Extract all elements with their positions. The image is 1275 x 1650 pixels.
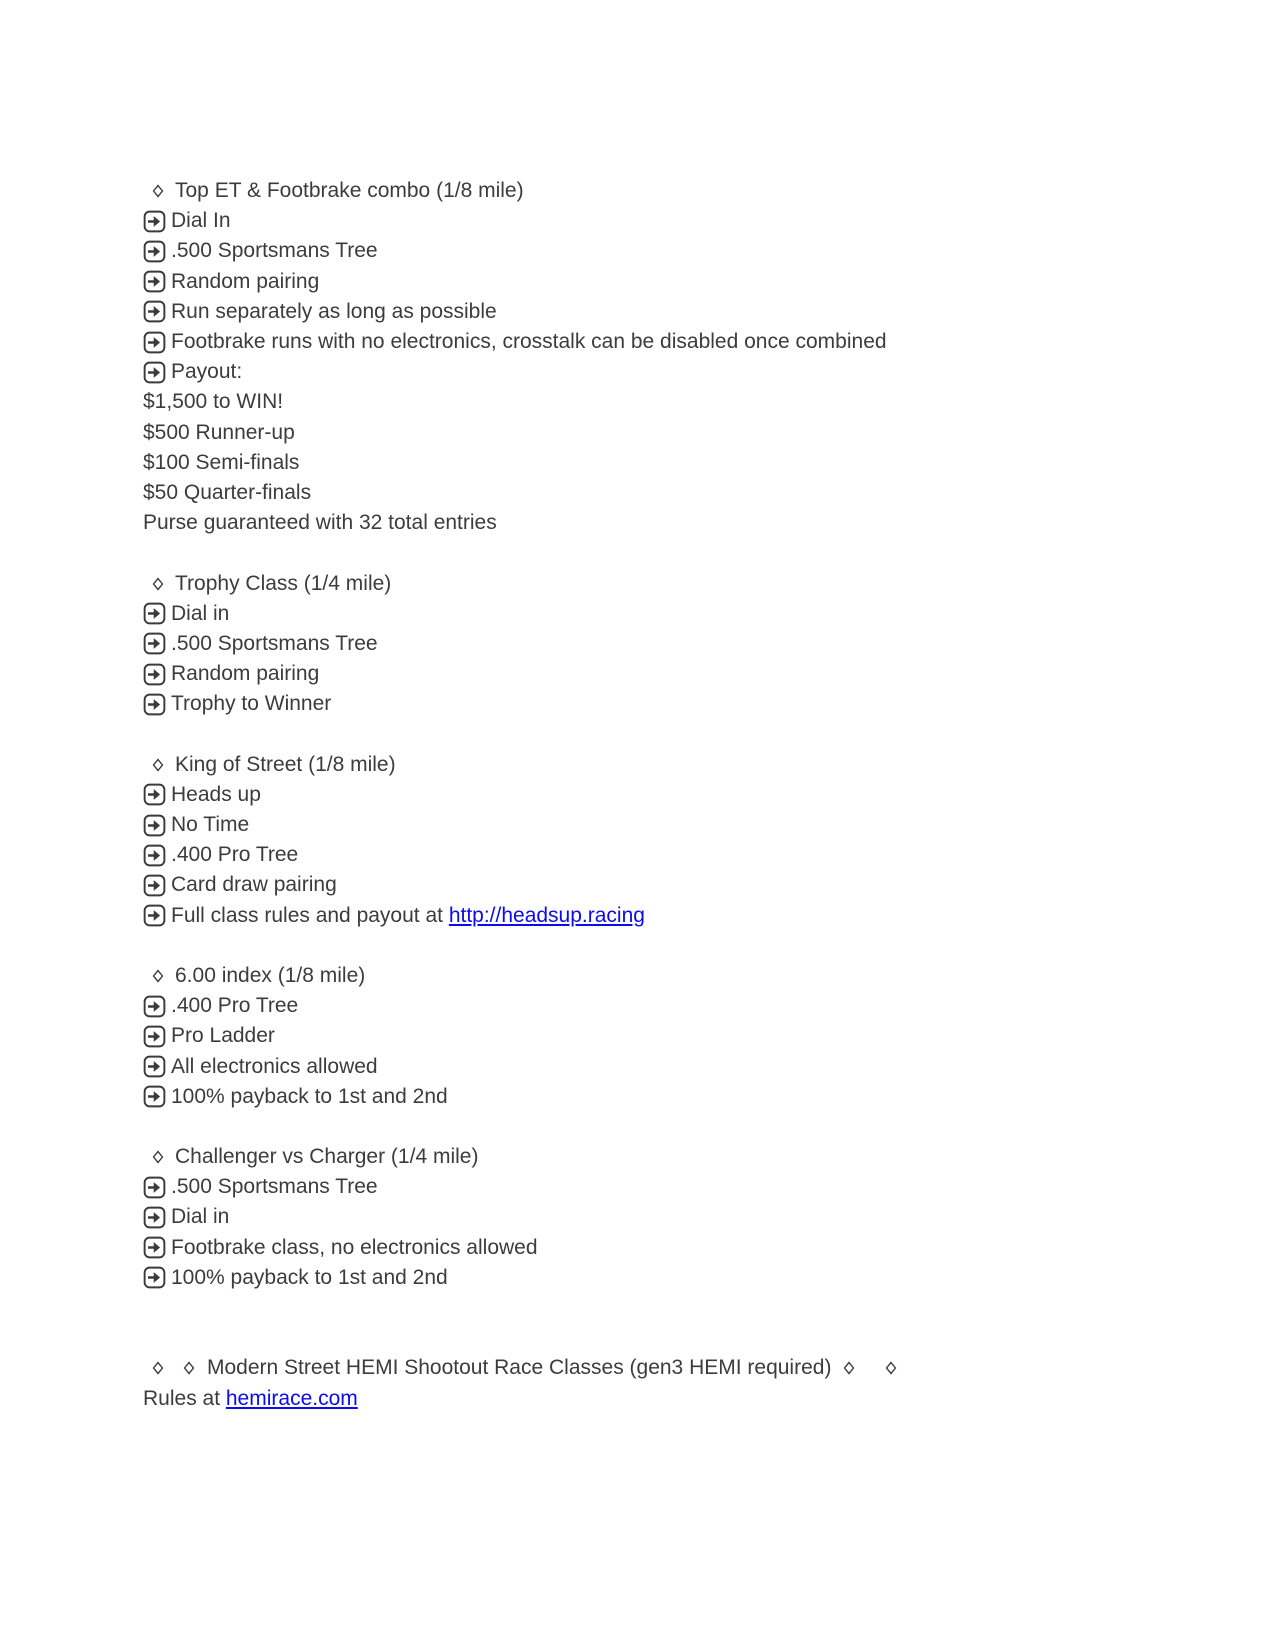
bullet-item bbox=[143, 840, 1215, 870]
bullet-text: Random pairing bbox=[171, 662, 320, 686]
arrow-bullet-icon bbox=[143, 331, 166, 354]
bullet-text: Dial In bbox=[171, 209, 231, 233]
bullet-text: Random pairing bbox=[171, 269, 320, 293]
bullet-item bbox=[143, 780, 1215, 810]
arrow-bullet-icon bbox=[143, 602, 166, 625]
bullet-item bbox=[143, 991, 1215, 1021]
arrow-bullet-icon bbox=[143, 904, 166, 927]
document-body bbox=[143, 176, 1215, 1414]
plain-text: $1,500 to WIN! bbox=[143, 390, 284, 414]
bullet-text: All electronics allowed bbox=[171, 1054, 378, 1078]
bullet-item bbox=[143, 629, 1215, 659]
arrow-bullet-icon bbox=[143, 783, 166, 806]
arrow-bullet-icon bbox=[143, 814, 166, 837]
section-title: 6.00 index (1/8 mile) bbox=[175, 963, 366, 987]
bullet-item bbox=[143, 357, 1215, 387]
diamond-bullet-icon bbox=[843, 1361, 855, 1375]
plain-text-line bbox=[143, 508, 1215, 538]
arrow-bullet-icon bbox=[143, 995, 166, 1018]
blank-line bbox=[143, 931, 1215, 961]
bullet-text: Card draw pairing bbox=[171, 873, 337, 897]
diamond-bullet-icon bbox=[152, 758, 164, 772]
blank-line bbox=[143, 1323, 1215, 1353]
bullet-text: 100% payback to 1st and 2nd bbox=[171, 1265, 448, 1289]
arrow-bullet-icon bbox=[143, 361, 166, 384]
blank-line bbox=[143, 538, 1215, 568]
rules-line bbox=[143, 1384, 1215, 1414]
plain-text-line bbox=[143, 448, 1215, 478]
arrow-bullet-icon bbox=[143, 1266, 166, 1289]
plain-text-line bbox=[143, 418, 1215, 448]
arrow-bullet-icon bbox=[143, 1176, 166, 1199]
blank-line bbox=[143, 719, 1215, 749]
diamond-bullet-icon bbox=[152, 184, 164, 198]
section-title: King of Street (1/8 mile) bbox=[175, 752, 396, 776]
plain-text-line bbox=[143, 478, 1215, 508]
bullet-item bbox=[143, 599, 1215, 629]
arrow-bullet-icon bbox=[143, 1206, 166, 1229]
bullet-item bbox=[143, 1021, 1215, 1051]
footer-heading bbox=[143, 1353, 1215, 1383]
bullet-item bbox=[143, 1233, 1215, 1263]
diamond-bullet-icon bbox=[152, 577, 164, 591]
bullet-text: .500 Sportsmans Tree bbox=[171, 239, 378, 263]
section-title: Trophy Class (1/4 mile) bbox=[175, 571, 392, 595]
section-heading bbox=[143, 961, 1215, 991]
bullet-item bbox=[143, 901, 1215, 931]
bullet-link[interactable]: http://headsup.racing bbox=[448, 903, 645, 927]
bullet-text: Footbrake class, no electronics allowed bbox=[171, 1235, 538, 1259]
bullet-item bbox=[143, 327, 1215, 357]
arrow-bullet-icon bbox=[143, 240, 166, 263]
bullet-text: Trophy to Winner bbox=[171, 692, 332, 716]
bullet-item bbox=[143, 1082, 1215, 1112]
bullet-item bbox=[143, 659, 1215, 689]
bullet-text: 100% payback to 1st and 2nd bbox=[171, 1084, 448, 1108]
arrow-bullet-icon bbox=[143, 1055, 166, 1078]
diamond-bullet-icon bbox=[885, 1361, 897, 1375]
bullet-text: .500 Sportsmans Tree bbox=[171, 1175, 378, 1199]
arrow-bullet-icon bbox=[143, 1236, 166, 1259]
bullet-text: No Time bbox=[171, 813, 250, 837]
section-title: Top ET & Footbrake combo (1/8 mile) bbox=[175, 179, 524, 203]
diamond-bullet-icon bbox=[183, 1361, 195, 1375]
arrow-bullet-icon bbox=[143, 210, 166, 233]
diamond-bullet-icon bbox=[152, 1361, 164, 1375]
bullet-text: Heads up bbox=[171, 782, 261, 806]
arrow-bullet-icon bbox=[143, 663, 166, 686]
section-heading bbox=[143, 568, 1215, 598]
plain-text: Purse guaranteed with 32 total entries bbox=[143, 511, 497, 535]
bullet-item bbox=[143, 810, 1215, 840]
arrow-bullet-icon bbox=[143, 844, 166, 867]
bullet-text: Dial in bbox=[171, 601, 230, 625]
bullet-text: .400 Pro Tree bbox=[171, 843, 299, 867]
plain-text-line bbox=[143, 387, 1215, 417]
section-heading bbox=[143, 1142, 1215, 1172]
plain-text: $500 Runner-up bbox=[143, 420, 295, 444]
bullet-item bbox=[143, 206, 1215, 236]
bullet-text: Payout: bbox=[171, 360, 243, 384]
bullet-item bbox=[143, 1051, 1215, 1081]
bullet-text: .400 Pro Tree bbox=[171, 994, 299, 1018]
bullet-item bbox=[143, 297, 1215, 327]
rules-link[interactable]: hemirace.com bbox=[225, 1386, 358, 1410]
section-heading bbox=[143, 750, 1215, 780]
bullet-item bbox=[143, 1172, 1215, 1202]
blank-line bbox=[143, 1112, 1215, 1142]
section-title: Challenger vs Charger (1/4 mile) bbox=[175, 1145, 479, 1169]
arrow-bullet-icon bbox=[143, 1025, 166, 1048]
section-heading bbox=[143, 176, 1215, 206]
plain-text: $100 Semi-finals bbox=[143, 450, 300, 474]
arrow-bullet-icon bbox=[143, 632, 166, 655]
rules-prefix: Rules at bbox=[143, 1386, 226, 1410]
diamond-bullet-icon bbox=[152, 1150, 164, 1164]
bullet-text: Full class rules and payout at bbox=[171, 903, 449, 927]
plain-text: $50 Quarter-finals bbox=[143, 480, 312, 504]
bullet-text: .500 Sportsmans Tree bbox=[171, 631, 378, 655]
bullet-item bbox=[143, 1263, 1215, 1293]
arrow-bullet-icon bbox=[143, 874, 166, 897]
bullet-text: Pro Ladder bbox=[171, 1024, 275, 1048]
bullet-text: Footbrake runs with no electronics, crosstalk can be disabled once combined bbox=[171, 330, 887, 354]
bullet-item bbox=[143, 870, 1215, 900]
blank-line bbox=[143, 1293, 1215, 1323]
bullet-item bbox=[143, 1202, 1215, 1232]
bullet-text: Run separately as long as possible bbox=[171, 299, 497, 323]
footer-heading-title: Modern Street HEMI Shootout Race Classes (gen3 HEMI required) bbox=[207, 1356, 832, 1380]
arrow-bullet-icon bbox=[143, 270, 166, 293]
arrow-bullet-icon bbox=[143, 1085, 166, 1108]
arrow-bullet-icon bbox=[143, 693, 166, 716]
bullet-item bbox=[143, 267, 1215, 297]
bullet-item bbox=[143, 689, 1215, 719]
bullet-text: Dial in bbox=[171, 1205, 230, 1229]
arrow-bullet-icon bbox=[143, 300, 166, 323]
bullet-item bbox=[143, 236, 1215, 266]
diamond-bullet-icon bbox=[152, 969, 164, 983]
